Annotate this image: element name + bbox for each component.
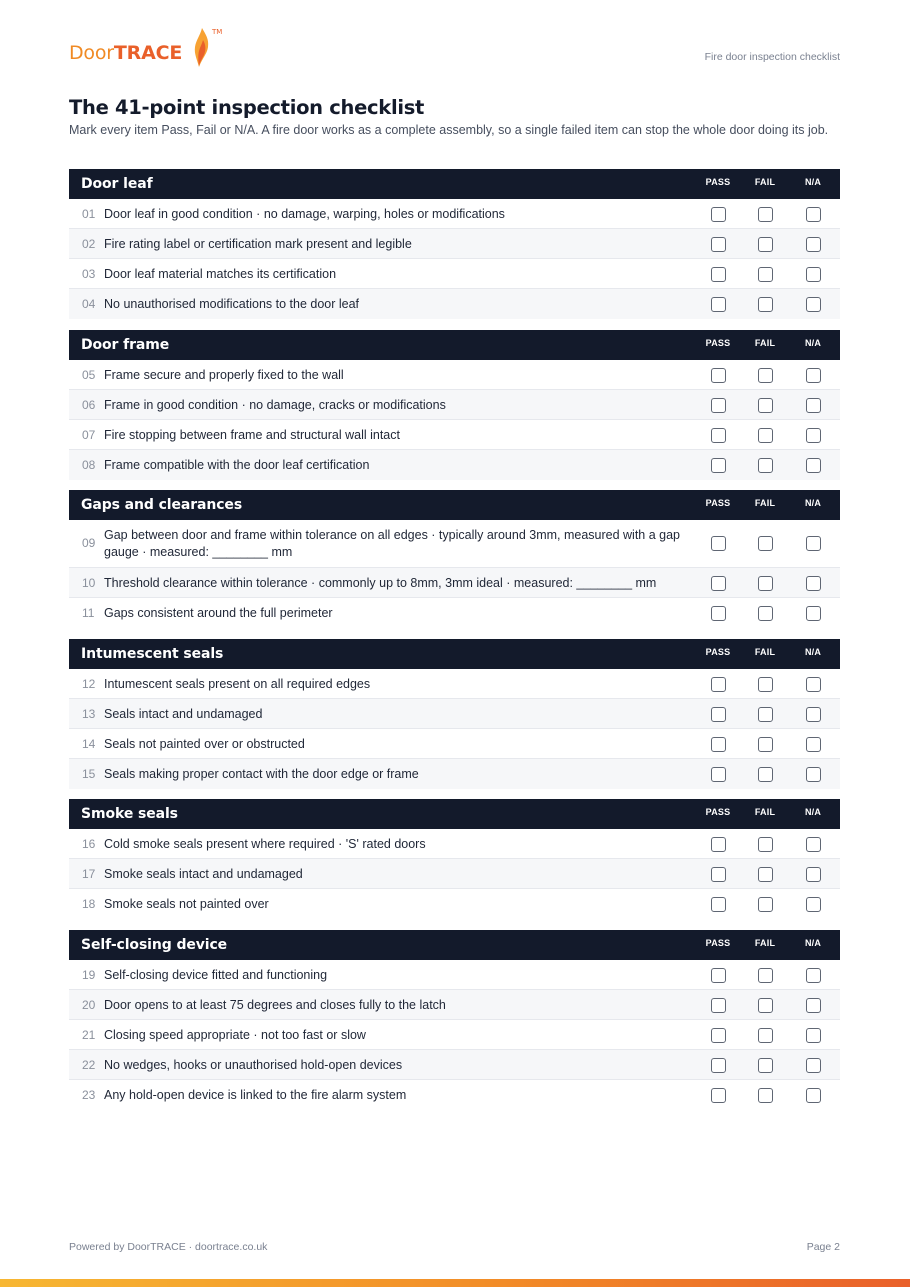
checklist-item (69, 859, 840, 889)
pass-checkbox[interactable] (711, 1058, 726, 1073)
item-text: No unauthorised modifications to the door leaf (104, 297, 360, 311)
pass-checkbox[interactable] (711, 968, 726, 983)
fail-checkbox[interactable] (758, 536, 773, 551)
fail-checkbox[interactable] (758, 707, 773, 722)
section-header (69, 169, 840, 199)
fail-checkbox[interactable] (758, 897, 773, 912)
item-text: Frame secure and properly fixed to the wall (104, 367, 344, 382)
fail-checkbox[interactable] (758, 398, 773, 413)
fail-checkbox[interactable] (758, 1088, 773, 1103)
checklist-section (69, 639, 840, 789)
na-checkbox[interactable] (806, 458, 821, 473)
pass-checkbox[interactable] (711, 237, 726, 252)
document-label: Fire door inspection checklist (704, 51, 840, 63)
item-text: Seals not painted over or obstructed (104, 736, 305, 751)
fail-checkbox[interactable] (758, 998, 773, 1013)
item-number: 17 (82, 867, 96, 881)
checklist-item (69, 960, 840, 990)
fail-checkbox[interactable] (758, 458, 773, 473)
fail-checkbox[interactable] (758, 207, 773, 222)
na-checkbox[interactable] (806, 576, 821, 591)
column-label-fail: FAIL (754, 498, 776, 508)
item-number: 09 (82, 536, 96, 550)
checklist-item (69, 420, 840, 450)
page-title: The 41-point inspection checklist (69, 96, 425, 119)
pass-checkbox[interactable] (711, 398, 726, 413)
item-number: 16 (82, 837, 96, 851)
item-text: Cold smoke seals present where required · 'S' rated doors (104, 837, 426, 851)
column-label-na: N/A (804, 177, 822, 187)
pass-checkbox[interactable] (711, 837, 726, 852)
column-label-na: N/A (804, 807, 822, 817)
item-number: 10 (82, 576, 96, 590)
item-text: Frame in good condition · no damage, cracks or modifications (104, 397, 446, 412)
fail-checkbox[interactable] (758, 1028, 773, 1043)
pass-checkbox[interactable] (711, 207, 726, 222)
section-header (69, 639, 840, 669)
section-header (69, 490, 840, 520)
brand-gradient-bar (0, 1279, 910, 1287)
logo-door-text: Door (69, 42, 114, 64)
page-number: Page 2 (806, 1241, 840, 1253)
checklist-section (69, 169, 840, 319)
section-header (69, 930, 840, 960)
item-number: 13 (82, 706, 96, 721)
na-checkbox[interactable] (806, 1058, 821, 1073)
logo-trace-text: TRACE (113, 42, 183, 64)
item-number: 04 (82, 297, 96, 311)
checklist-item (69, 669, 840, 699)
item-number: 15 (82, 766, 96, 781)
checklist-item (69, 1020, 840, 1050)
item-number: 20 (82, 997, 96, 1012)
fail-checkbox[interactable] (758, 767, 773, 782)
na-checkbox[interactable] (806, 767, 821, 782)
checklist-section (69, 930, 840, 1110)
pass-checkbox[interactable] (711, 767, 726, 782)
na-checkbox[interactable] (806, 968, 821, 983)
pass-checkbox[interactable] (711, 606, 726, 621)
column-label-fail: FAIL (754, 177, 776, 187)
item-text: Fire stopping between frame and structural wall intact (104, 427, 400, 442)
checklist-item (69, 568, 840, 598)
section-header (69, 799, 840, 829)
column-label-pass: PASS (705, 177, 731, 187)
na-checkbox[interactable] (806, 237, 821, 252)
na-checkbox[interactable] (806, 267, 821, 282)
column-label-na: N/A (804, 937, 822, 948)
pass-checkbox[interactable] (711, 576, 726, 591)
item-number: 18 (82, 897, 96, 911)
intro-text: Mark every item Pass, Fail or N/A. A fire door works as a complete assembly, so a single failed item can stop the whole door doing its job. (69, 123, 829, 137)
checklist (69, 169, 840, 1120)
item-text: Frame compatible with the door leaf certification (104, 457, 370, 472)
fail-checkbox[interactable] (758, 968, 773, 983)
pass-checkbox[interactable] (711, 677, 726, 692)
checklist-item (69, 450, 840, 480)
pass-checkbox[interactable] (711, 297, 726, 312)
na-checkbox[interactable] (806, 707, 821, 722)
section-title: Door frame (81, 336, 170, 353)
checklist-item (69, 289, 840, 319)
item-number: 06 (82, 397, 96, 412)
section-rows (69, 199, 840, 319)
fail-checkbox[interactable] (758, 368, 773, 383)
item-text: Door leaf material matches its certification (104, 267, 337, 281)
column-label-pass: PASS (705, 646, 731, 657)
column-label-fail: FAIL (754, 937, 776, 948)
pass-checkbox[interactable] (711, 1028, 726, 1043)
checklist-section (69, 490, 840, 628)
doortrace-logo (69, 42, 182, 74)
item-number: 22 (82, 1057, 96, 1072)
na-checkbox[interactable] (806, 867, 821, 882)
fail-checkbox[interactable] (758, 1058, 773, 1073)
section-header (69, 330, 840, 360)
section-title: Intumescent seals (81, 645, 224, 662)
checklist-section (69, 330, 840, 480)
na-checkbox[interactable] (806, 837, 821, 852)
na-checkbox[interactable] (806, 536, 821, 551)
item-text: Closing speed appropriate · not too fast or slow (104, 1027, 366, 1042)
section-rows (69, 960, 840, 1110)
item-text: Smoke seals not painted over (104, 897, 269, 911)
na-checkbox[interactable] (806, 368, 821, 383)
checklist-item (69, 390, 840, 420)
fail-checkbox[interactable] (758, 837, 773, 852)
item-text: Door leaf in good condition · no damage, warping, holes or modifications (104, 207, 505, 221)
item-text: Gaps consistent around the full perimeter (104, 606, 333, 620)
item-number: 08 (82, 457, 96, 472)
item-text: Gap between door and frame within tolerance on all edges · typically around 3mm, measured with a gap gauge · measured: ________ mm (104, 528, 681, 559)
item-number: 21 (82, 1027, 96, 1042)
na-checkbox[interactable] (806, 207, 821, 222)
checklist-item (69, 1080, 840, 1110)
pass-checkbox[interactable] (711, 897, 726, 912)
column-label-na: N/A (804, 337, 822, 348)
fail-checkbox[interactable] (758, 737, 773, 752)
item-text: Seals intact and undamaged (104, 706, 263, 721)
pass-checkbox[interactable] (711, 458, 726, 473)
pass-checkbox[interactable] (711, 428, 726, 443)
column-label-fail: FAIL (754, 807, 776, 817)
item-number: 01 (82, 207, 96, 221)
column-label-pass: PASS (705, 337, 731, 348)
section-title: Self-closing device (81, 936, 228, 953)
column-label-pass: PASS (705, 498, 731, 508)
pass-checkbox[interactable] (711, 998, 726, 1013)
fail-checkbox[interactable] (758, 677, 773, 692)
fail-checkbox[interactable] (758, 606, 773, 621)
item-text: Intumescent seals present on all required edges (104, 676, 371, 691)
item-number: 23 (82, 1087, 96, 1102)
item-number: 03 (82, 267, 96, 281)
pass-checkbox[interactable] (711, 737, 726, 752)
checklist-item (69, 259, 840, 289)
item-text: Door opens to at least 75 degrees and closes fully to the latch (104, 997, 446, 1012)
na-checkbox[interactable] (806, 398, 821, 413)
checklist-item (69, 889, 840, 919)
fail-checkbox[interactable] (758, 297, 773, 312)
item-text: No wedges, hooks or unauthorised hold-open devices (104, 1057, 403, 1072)
checklist-item (69, 598, 840, 628)
na-checkbox[interactable] (806, 428, 821, 443)
fail-checkbox[interactable] (758, 576, 773, 591)
item-number: 05 (82, 367, 96, 382)
na-checkbox[interactable] (806, 897, 821, 912)
section-title: Door leaf (81, 176, 153, 192)
na-checkbox[interactable] (806, 998, 821, 1013)
section-rows (69, 829, 840, 919)
fail-checkbox[interactable] (758, 267, 773, 282)
item-number: 02 (82, 237, 96, 251)
na-checkbox[interactable] (806, 606, 821, 621)
section-rows (69, 360, 840, 480)
section-title: Smoke seals (81, 806, 178, 822)
item-number: 14 (82, 736, 96, 751)
column-label-fail: FAIL (754, 646, 776, 657)
column-label-na: N/A (804, 498, 822, 508)
item-number: 07 (82, 427, 96, 442)
column-label-pass: PASS (705, 937, 731, 948)
item-number: 11 (82, 606, 95, 620)
column-label-fail: FAIL (754, 337, 776, 348)
fail-checkbox[interactable] (758, 237, 773, 252)
trademark-mark: TM (212, 28, 223, 36)
pass-checkbox[interactable] (711, 267, 726, 282)
checklist-item (69, 360, 840, 390)
section-title: Gaps and clearances (81, 497, 243, 513)
pass-checkbox[interactable] (711, 368, 726, 383)
item-number: 12 (82, 676, 96, 691)
section-rows (69, 669, 840, 789)
section-rows (69, 520, 840, 628)
pass-checkbox[interactable] (711, 867, 726, 882)
item-text: Any hold-open device is linked to the fire alarm system (104, 1087, 407, 1102)
item-text: Seals making proper contact with the door edge or frame (104, 766, 419, 781)
na-checkbox[interactable] (806, 677, 821, 692)
fail-checkbox[interactable] (758, 867, 773, 882)
checklist-item (69, 1050, 840, 1080)
item-text: Fire rating label or certification mark present and legible (104, 237, 412, 251)
column-label-pass: PASS (705, 807, 731, 817)
na-checkbox[interactable] (806, 737, 821, 752)
checklist-item (69, 729, 840, 759)
column-label-na: N/A (804, 646, 822, 657)
checklist-item (69, 699, 840, 729)
na-checkbox[interactable] (806, 297, 821, 312)
footer-powered-by: Powered by DoorTRACE · doortrace.co.uk (69, 1241, 268, 1253)
na-checkbox[interactable] (806, 1028, 821, 1043)
item-text: Smoke seals intact and undamaged (104, 867, 303, 881)
item-text: Threshold clearance within tolerance · commonly up to 8mm, 3mm ideal · measured: ________ mm (104, 576, 657, 590)
pass-checkbox[interactable] (711, 1088, 726, 1103)
na-checkbox[interactable] (806, 1088, 821, 1103)
pass-checkbox[interactable] (711, 707, 726, 722)
checklist-item (69, 990, 840, 1020)
checklist-item (69, 759, 840, 789)
item-text: Self-closing device fitted and functioning (104, 967, 328, 982)
item-number: 19 (82, 967, 96, 982)
checklist-item (69, 229, 840, 259)
fail-checkbox[interactable] (758, 428, 773, 443)
checklist-item (69, 829, 840, 859)
pass-checkbox[interactable] (711, 536, 726, 551)
page-header (69, 24, 840, 74)
checklist-section (69, 799, 840, 919)
checklist-item (69, 199, 840, 229)
checklist-item (69, 520, 840, 568)
